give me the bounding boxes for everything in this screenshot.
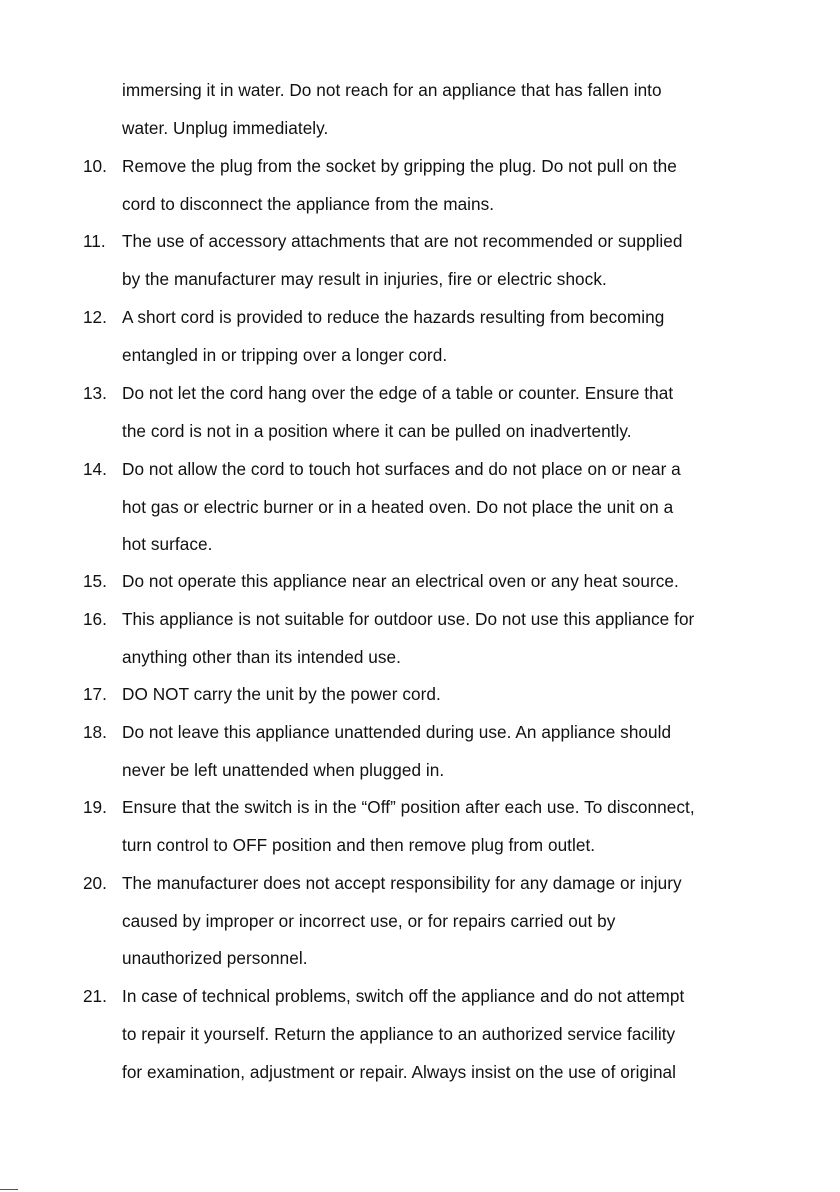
- item-text-line: caused by improper or incorrect use, or for repairs carried out by: [122, 911, 616, 931]
- item-number: 13.: [83, 383, 107, 403]
- item-text-line: Ensure that the switch is in the “Off” position after each use. To disconnect,: [122, 797, 695, 817]
- item-text-line: to repair it yourself. Return the appliance to an authorized service facility: [122, 1024, 676, 1044]
- item-text-line: Do not operate this appliance near an electrical oven or any heat source.: [122, 571, 679, 591]
- item-text-line: hot gas or electric burner or in a heated oven. Do not place the unit on a: [122, 497, 674, 517]
- page-edge-rule: [0, 1189, 18, 1190]
- item-number: 21.: [83, 986, 107, 1006]
- item-number: 12.: [83, 307, 107, 327]
- item-text-line: anything other than its intended use.: [122, 647, 401, 667]
- item-text-line: hot surface.: [122, 534, 213, 554]
- item-text-line: DO NOT carry the unit by the power cord.: [122, 684, 441, 704]
- item-text-line: The manufacturer does not accept responsibility for any damage or injury: [122, 873, 682, 893]
- item-number: 16.: [83, 609, 107, 629]
- item-text-line: The use of accessory attachments that are not recommended or supplied: [122, 231, 683, 251]
- item-text-line: the cord is not in a position where it can be pulled on inadvertently.: [122, 421, 632, 441]
- item-text-line: turn control to OFF position and then remove plug from outlet.: [122, 835, 596, 855]
- item-number: 18.: [83, 722, 107, 742]
- item-number: 11.: [83, 231, 106, 251]
- item-text-line: unauthorized personnel.: [122, 948, 308, 968]
- item-text-line: by the manufacturer may result in injuries, fire or electric shock.: [122, 269, 607, 289]
- item-number: 19.: [83, 797, 107, 817]
- item-number: 10.: [83, 156, 107, 176]
- item-text-line: This appliance is not suitable for outdoor use. Do not use this appliance for: [122, 609, 695, 629]
- item-number: 17.: [83, 684, 107, 704]
- item-text-line: entangled in or tripping over a longer cord.: [122, 345, 448, 365]
- item-text-line: cord to disconnect the appliance from the mains.: [122, 194, 495, 214]
- item-text-line: In case of technical problems, switch off the appliance and do not attempt: [122, 986, 685, 1006]
- item-number: 14.: [83, 459, 107, 479]
- item-text-line: Do not allow the cord to touch hot surfaces and do not place on or near a: [122, 459, 681, 479]
- continuation-line: water. Unplug immediately.: [122, 118, 329, 138]
- item-text-line: Do not leave this appliance unattended during use. An appliance should: [122, 722, 672, 742]
- item-text-line: Remove the plug from the socket by gripping the plug. Do not pull on the: [122, 156, 677, 176]
- item-text-line: never be left unattended when plugged in.: [122, 760, 445, 780]
- continuation-line: immersing it in water. Do not reach for an appliance that has fallen into: [122, 80, 662, 100]
- item-text-line: A short cord is provided to reduce the hazards resulting from becoming: [122, 307, 665, 327]
- item-text-line: for examination, adjustment or repair. Always insist on the use of original: [122, 1062, 677, 1082]
- item-text-line: Do not let the cord hang over the edge of a table or counter. Ensure that: [122, 383, 674, 403]
- item-number: 20.: [83, 873, 107, 893]
- item-number: 15.: [83, 571, 107, 591]
